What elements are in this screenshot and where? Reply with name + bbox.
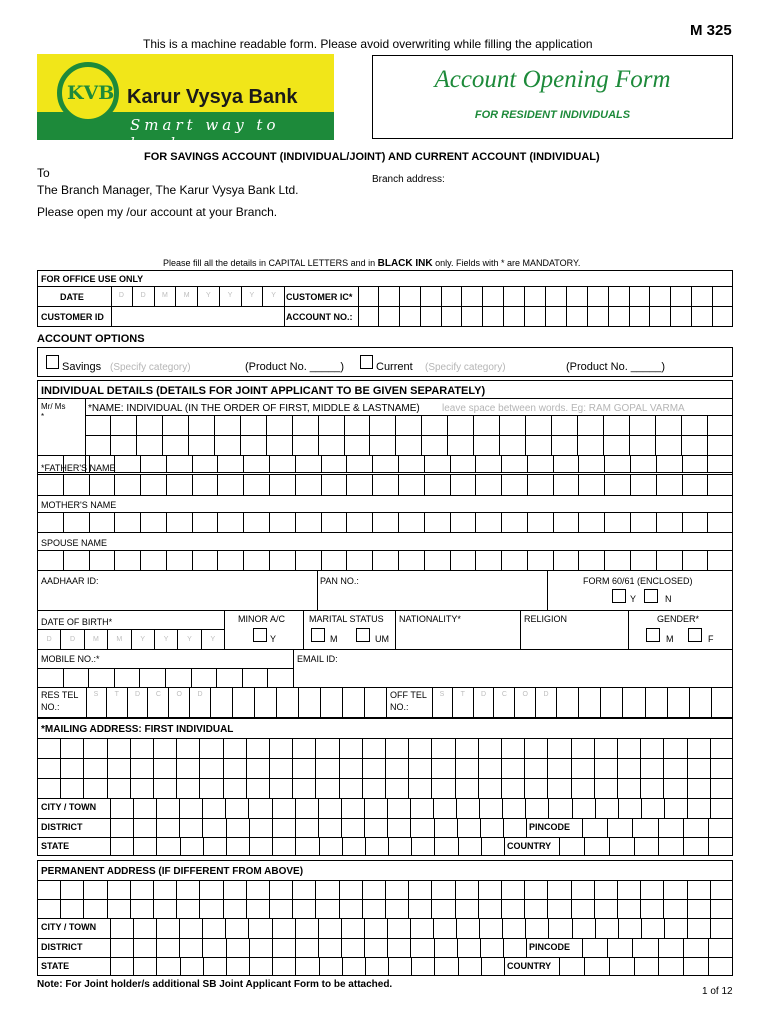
date-cell[interactable]: Y	[198, 286, 220, 306]
minor-yes: Y	[270, 634, 277, 644]
office-date-grid[interactable]	[111, 286, 284, 306]
addressee: The Branch Manager, The Karur Vysya Bank Ltd.	[37, 183, 299, 197]
current-checkbox[interactable]	[360, 355, 373, 369]
email-label[interactable]: EMAIL ID:	[297, 654, 338, 664]
unmarried-label: UM	[375, 634, 389, 644]
permanent-state-label: STATE	[41, 961, 70, 971]
date-label: DATE	[60, 292, 84, 302]
name-grid-row3[interactable]	[38, 455, 733, 472]
name-hint: leave space between words. Eg: RAM GOPAL VARMA	[442, 403, 685, 414]
off-tel-label: OFF TEL	[390, 690, 427, 700]
savings-specify: (Specify category)	[110, 362, 191, 373]
office-use-box	[37, 270, 733, 327]
minor-label: MINOR A/C	[238, 614, 286, 624]
unmarried-checkbox[interactable]	[356, 628, 370, 642]
mailing-country-grid[interactable]	[559, 837, 733, 856]
mailing-district-label: DISTRICT	[41, 822, 83, 832]
mailing-state-label: STATE	[41, 841, 70, 851]
date-cell[interactable]: D	[133, 286, 155, 306]
account-options-header: ACCOUNT OPTIONS	[37, 333, 145, 345]
form-title: Account Opening Form	[434, 66, 671, 93]
date-cell[interactable]: Y	[220, 286, 242, 306]
name-grid-row1[interactable]	[85, 415, 733, 435]
form60-yes-checkbox[interactable]	[612, 589, 626, 603]
account-no-grid[interactable]	[358, 306, 733, 327]
res-std-grid[interactable]: S T D C O D	[86, 687, 210, 718]
pan-label[interactable]: PAN NO.:	[320, 576, 359, 586]
logo-kvb: KVB	[67, 82, 115, 104]
to-label: To	[37, 166, 50, 180]
savings-product: (Product No. _____)	[245, 361, 345, 373]
permanent-pincode-grid[interactable]	[582, 938, 733, 957]
male-checkbox[interactable]	[646, 628, 660, 642]
father-grid[interactable]	[38, 474, 733, 495]
savings-label: Savings	[62, 361, 102, 373]
mobile-grid[interactable]	[38, 668, 293, 687]
aadhaar-label[interactable]: AADHAAR ID:	[41, 576, 99, 586]
customer-ic-grid[interactable]	[358, 286, 733, 306]
mailing-row1[interactable]	[38, 738, 733, 758]
open-request: Please open my /our account at your Branch.	[37, 205, 278, 219]
instr-c: only. Fields with * are MANDATORY.	[432, 258, 581, 268]
mailing-country-label: COUNTRY	[507, 841, 552, 851]
name-grid-row2[interactable]	[85, 435, 733, 455]
bank-name: Karur Vysya Bank	[127, 86, 298, 108]
res-tel-grid[interactable]	[210, 687, 386, 718]
name-label: *NAME: INDIVIDUAL (IN THE ORDER OF FIRST, MIDDLE & LASTNAME)	[88, 403, 420, 414]
branch-address-label: Branch address:	[372, 174, 445, 185]
date-cell[interactable]: Y	[271, 292, 276, 299]
permanent-address-box	[37, 860, 733, 976]
form60-no-checkbox[interactable]	[644, 589, 658, 603]
permanent-district-label: DISTRICT	[41, 942, 83, 952]
office-use-header: FOR OFFICE USE ONLY	[41, 274, 144, 284]
current-specify: (Specify category)	[425, 362, 506, 373]
female-checkbox[interactable]	[688, 628, 702, 642]
current-label: Current	[376, 361, 413, 373]
permanent-state-grid[interactable]	[110, 957, 504, 976]
mr-ms-label: Mr/ Ms	[41, 402, 66, 411]
page-number: 1 of 12	[702, 986, 733, 997]
customer-id-label: CUSTOMER ID	[41, 312, 104, 322]
minor-yes-checkbox[interactable]	[253, 628, 267, 642]
customer-ic-label: CUSTOMER IC*	[286, 292, 353, 302]
father-label: *FATHER'S NAME	[41, 463, 116, 473]
off-tel-grid[interactable]	[556, 687, 733, 718]
spouse-grid[interactable]	[38, 550, 733, 570]
bank-tagline: Smart way to bank	[130, 116, 280, 152]
permanent-row2[interactable]	[38, 899, 733, 918]
dob-grid[interactable]: D D M M Y Y Y Y	[38, 629, 224, 649]
form60-no: N	[665, 594, 672, 604]
permanent-country-grid[interactable]	[559, 957, 733, 976]
gender-label: GENDER*	[657, 614, 700, 624]
current-product: (Product No. _____)	[566, 361, 666, 373]
mailing-row3[interactable]	[38, 778, 733, 798]
account-scope: FOR SAVINGS ACCOUNT (INDIVIDUAL/JOINT) AND CURRENT ACCOUNT (INDIVIDUAL)	[144, 151, 600, 163]
form-subtitle: FOR RESIDENT INDIVIDUALS	[474, 109, 631, 121]
mailing-pincode-label: PINCODE	[529, 822, 571, 832]
mailing-address-box	[37, 718, 733, 856]
mailing-pincode-grid[interactable]	[582, 818, 733, 837]
marital-label: MARITAL STATUS	[309, 614, 384, 624]
mr-ms-star: *	[41, 412, 45, 421]
dob-label: DATE OF BIRTH*	[41, 617, 113, 627]
off-tel-no: NO.:	[390, 702, 409, 712]
male-label: M	[666, 634, 674, 644]
individual-header: INDIVIDUAL DETAILS (DETAILS FOR JOINT APPLICANT TO BE GIVEN SEPARATELY)	[41, 385, 486, 397]
res-tel-no: NO.:	[41, 702, 60, 712]
bank-logo	[37, 54, 334, 152]
mother-label: MOTHER'S NAME	[41, 500, 117, 510]
date-cell[interactable]: M	[176, 286, 198, 306]
date-cell[interactable]: Y	[242, 286, 264, 306]
instructions	[163, 258, 580, 269]
mailing-city-label: CITY / TOWN	[41, 802, 97, 812]
mailing-row2[interactable]	[38, 758, 733, 778]
form60-yes: Y	[630, 594, 637, 604]
form-code: M 325	[690, 22, 732, 39]
religion-label[interactable]: RELIGION	[524, 614, 568, 624]
mailing-header: *MAILING ADDRESS: FIRST INDIVIDUAL	[41, 724, 234, 735]
off-std-grid[interactable]: S T D C O D	[432, 687, 556, 718]
mother-grid[interactable]	[38, 512, 733, 532]
instr-black-ink: BLACK INK	[377, 258, 433, 269]
permanent-row1[interactable]	[38, 880, 733, 899]
date-cell[interactable]: M	[155, 286, 177, 306]
mailing-district-grid[interactable]	[110, 818, 526, 837]
permanent-district-grid[interactable]	[110, 938, 526, 957]
date-cell[interactable]: D	[111, 286, 133, 306]
individual-details-box	[37, 380, 733, 718]
permanent-header: PERMANENT ADDRESS (IF DIFFERENT FROM ABOVE)	[41, 866, 304, 877]
savings-checkbox[interactable]	[46, 355, 59, 369]
nationality-label[interactable]: NATIONALITY*	[399, 614, 461, 624]
spouse-label: SPOUSE NAME	[41, 538, 108, 548]
permanent-city-label: CITY / TOWN	[41, 922, 97, 932]
married-checkbox[interactable]	[311, 628, 325, 642]
machine-readable-note: This is a machine readable form. Please avoid overwriting while filling the application	[143, 37, 593, 51]
account-no-label: ACCOUNT NO.:	[286, 312, 353, 322]
married-label: M	[330, 634, 338, 644]
joint-holder-note: Note: For Joint holder/s additional SB Joint Applicant Form to be attached.	[37, 979, 393, 990]
permanent-city-grid[interactable]	[110, 918, 733, 938]
mobile-label: MOBILE NO.:*	[41, 654, 100, 664]
form60-label: FORM 60/61 (ENCLOSED)	[583, 576, 693, 586]
mailing-city-grid[interactable]	[110, 798, 733, 818]
title-box	[372, 55, 733, 139]
female-label: F	[708, 634, 714, 644]
res-tel-label: RES TEL	[41, 690, 79, 700]
account-options-box	[37, 347, 733, 377]
permanent-country-label: COUNTRY	[507, 961, 552, 971]
instr-a: Please fill all the details in CAPITAL LETTERS and in	[163, 258, 378, 268]
mailing-state-grid[interactable]	[110, 837, 504, 856]
permanent-pincode-label: PINCODE	[529, 942, 571, 952]
